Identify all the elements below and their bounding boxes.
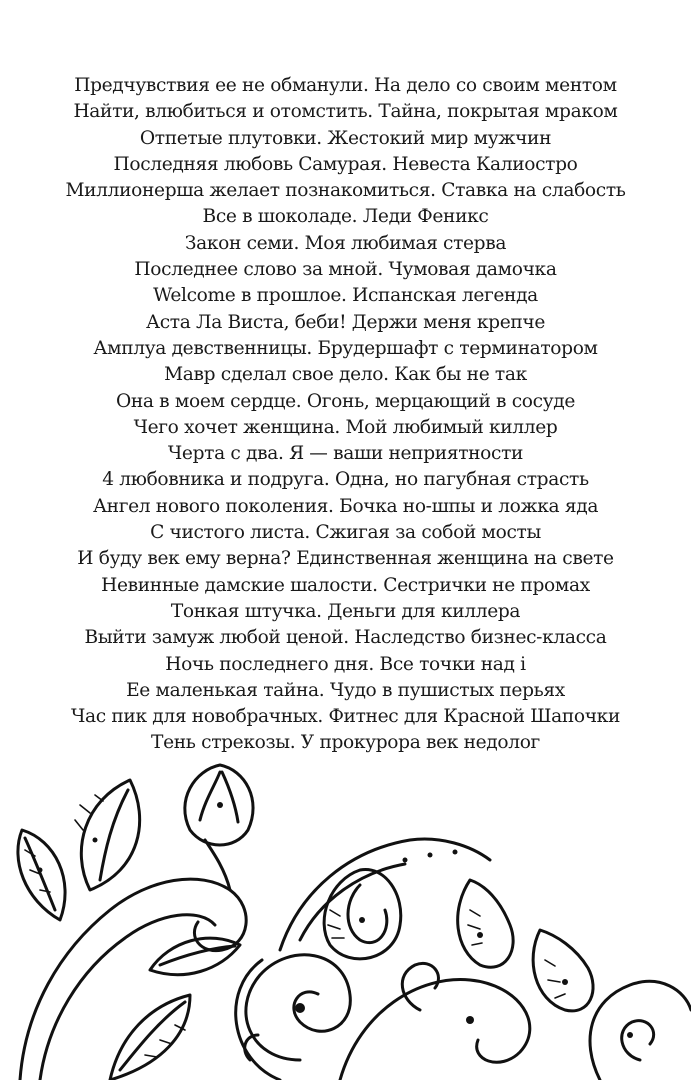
book-title-line: И буду век ему верна? Единственная женщина на свете [77,548,614,570]
book-title-line: Ангел нового поколения. Бочка но-шпы и ложка яда [92,495,599,517]
book-title-line: Миллионерша желает познакомиться. Ставка на слабость [65,180,626,202]
book-title-line: Тень стрекозы. У прокурора век недолог [151,732,540,754]
book-title-line: Аста Ла Виста, беби! Держи меня крепче [146,311,545,333]
book-title-line: Welcome в прошлое. Испанская легенда [153,285,538,307]
book-title-line: Найти, влюбиться и отомстить. Тайна, покрытая мраком [73,101,618,123]
book-title-line: 4 любовника и подруга. Одна, но пагубная страсть [102,469,589,491]
book-title-line: Мавр сделал свое дело. Как бы не так [164,364,527,386]
book-title-line: Все в шоколаде. Леди Феникс [202,206,489,228]
book-title-line: Час пик для новобрачных. Фитнес для Красной Шапочки [71,706,620,728]
book-title-line: Ночь последнего дня. Все точки над i [165,653,526,675]
paisley-floral-ornament-icon [0,760,691,1080]
book-title-list [0,73,691,757]
book-title-line: Ее маленькая тайна. Чудо в пушистых перьях [126,679,565,701]
book-title-line: Последнее слово за мной. Чумовая дамочка [134,259,557,281]
book-title-line: Предчувствия ее не обманули. На дело со своим ментом [74,75,617,96]
book-title-line: Чего хочет женщина. Мой любимый киллер [133,416,558,438]
book-title-line: Закон семи. Моя любимая стерва [184,232,507,254]
book-title-line: Амплуа девственницы. Брудершафт с терминатором [93,337,598,359]
book-title-line: Выйти замуж любой ценой. Наследство бизнес-класса [84,627,607,649]
book-title-line: Черта с два. Я — ваши неприятности [167,443,524,465]
book-title-line: Она в моем сердце. Огонь, мерцающий в сосуде [115,390,576,412]
book-title-line: Последняя любовь Самурая. Невеста Калиостро [113,153,578,175]
book-title-line: С чистого листа. Сжигая за собой мосты [150,522,541,544]
book-title-line: Тонкая штучка. Деньги для киллера [170,600,521,622]
book-title-line: Невинные дамские шалости. Сестрички не промах [101,574,590,596]
book-title-line: Отпетые плутовки. Жестокий мир мужчин [139,127,552,149]
